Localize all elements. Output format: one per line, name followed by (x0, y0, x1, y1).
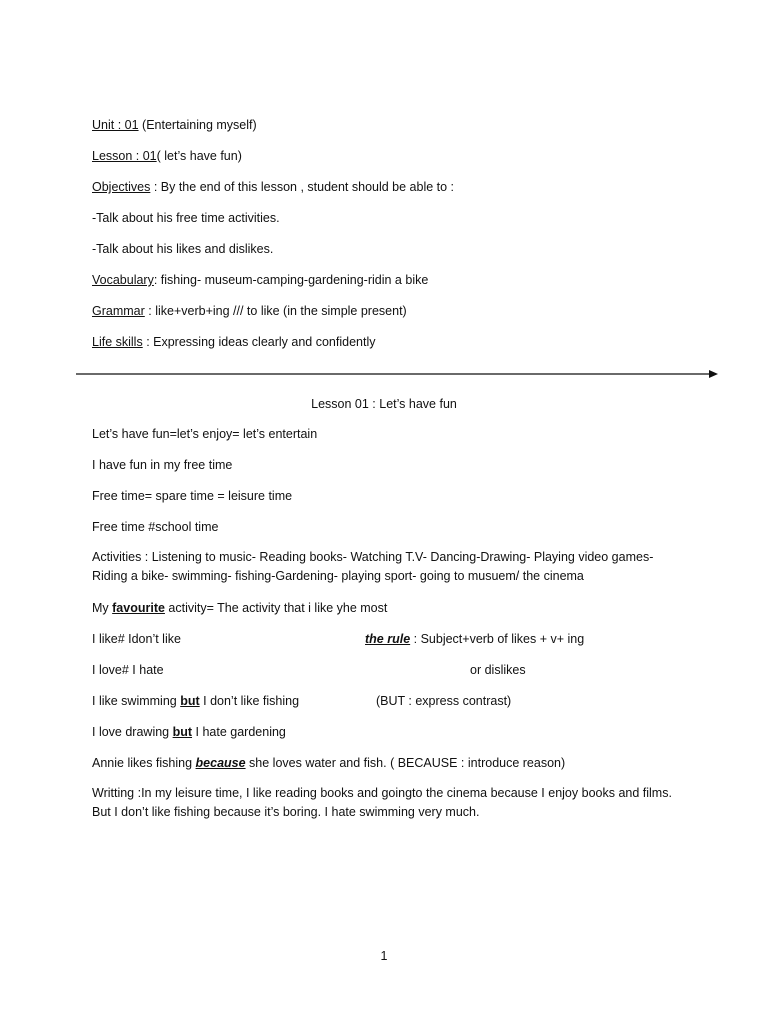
objectives-text: : By the end of this lesson , student should be able to : (150, 180, 455, 194)
lesson-line-2: I have fun in my free time (92, 458, 233, 472)
lesson-line (92, 148, 242, 164)
grammar-label: Grammar (92, 304, 145, 318)
because-line (92, 755, 565, 771)
grammar-text: : like+verb+ing /// to like (in the simple present) (144, 304, 407, 318)
but-word-2: but (172, 725, 193, 739)
vocabulary-text: : fishing- museum-camping-gardening-ridin a bike (153, 273, 429, 287)
lesson-title: Lesson 01 : Let’s have fun (311, 397, 457, 411)
vocabulary-line (92, 272, 428, 288)
but-note: (BUT : express contrast) (376, 694, 512, 708)
unit-label: Unit : 01 (92, 118, 139, 132)
page-number: 1 (380, 949, 388, 963)
but-word: but (180, 694, 200, 708)
rule-line (365, 631, 584, 647)
activities-paragraph: Activities : Listening to music- Reading books- Watching T.V- Dancing-Drawing- Playing video games- Riding a bike- swimming- fishing-Gardening- playing sport- going to musuem/ the cinema (92, 550, 654, 583)
life-skills-text: : Expressing ideas clearly and confidently (142, 335, 376, 349)
favourite-pre: My (92, 601, 113, 615)
because-word: because (195, 756, 246, 770)
unit-text: (Entertaining myself) (138, 118, 257, 132)
objective-item-2: -Talk about his likes and dislikes. (92, 242, 274, 256)
lesson-text: ( let’s have fun) (156, 149, 242, 163)
life-skills-line (92, 334, 375, 350)
but1-post: I don’t like fishing (199, 694, 300, 708)
vocabulary-label: Vocabulary (92, 273, 154, 287)
but1-pre: I like swimming (92, 694, 181, 708)
favourite-line (92, 600, 387, 616)
lesson-line-3: Free time= spare time = leisure time (92, 489, 293, 503)
life-skills-label: Life skills (92, 335, 143, 349)
because-pre: Annie likes fishing (92, 756, 196, 770)
love-hate-line: I love# I hate (92, 663, 164, 677)
unit-line (92, 117, 257, 133)
like-dislike-line: I like# Idon’t like (92, 632, 181, 646)
rule-word: the rule (365, 632, 411, 646)
rule-text: : Subject+verb of likes + v+ ing (410, 632, 585, 646)
favourite-post: activity= The activity that i like yhe most (164, 601, 388, 615)
objectives-label: Objectives (92, 180, 151, 194)
writing-paragraph: Writting :In my leisure time, I like reading books and goingto the cinema because I enjoy books and films. But I don’t like fishing because it’s boring. I hate swimming very much. (92, 786, 672, 819)
but-line-2 (92, 724, 286, 740)
lesson-line-4: Free time #school time (92, 520, 219, 534)
but2-pre: I love drawing (92, 725, 173, 739)
objective-item-1: -Talk about his free time activities. (92, 211, 280, 225)
favourite-word: favourite (112, 601, 165, 615)
lesson-line-1: Let’s have fun=let’s enjoy= let’s entertain (92, 427, 318, 441)
because-post: she loves water and fish. ( BECAUSE : introduce reason) (245, 756, 566, 770)
but2-post: I hate gardening (192, 725, 286, 739)
divider-arrow (76, 367, 720, 381)
objectives-line (92, 179, 454, 195)
or-dislikes-text: or dislikes (470, 663, 526, 677)
but-line-1 (92, 693, 299, 709)
grammar-line (92, 303, 407, 319)
lesson-label: Lesson : 01 (92, 149, 157, 163)
